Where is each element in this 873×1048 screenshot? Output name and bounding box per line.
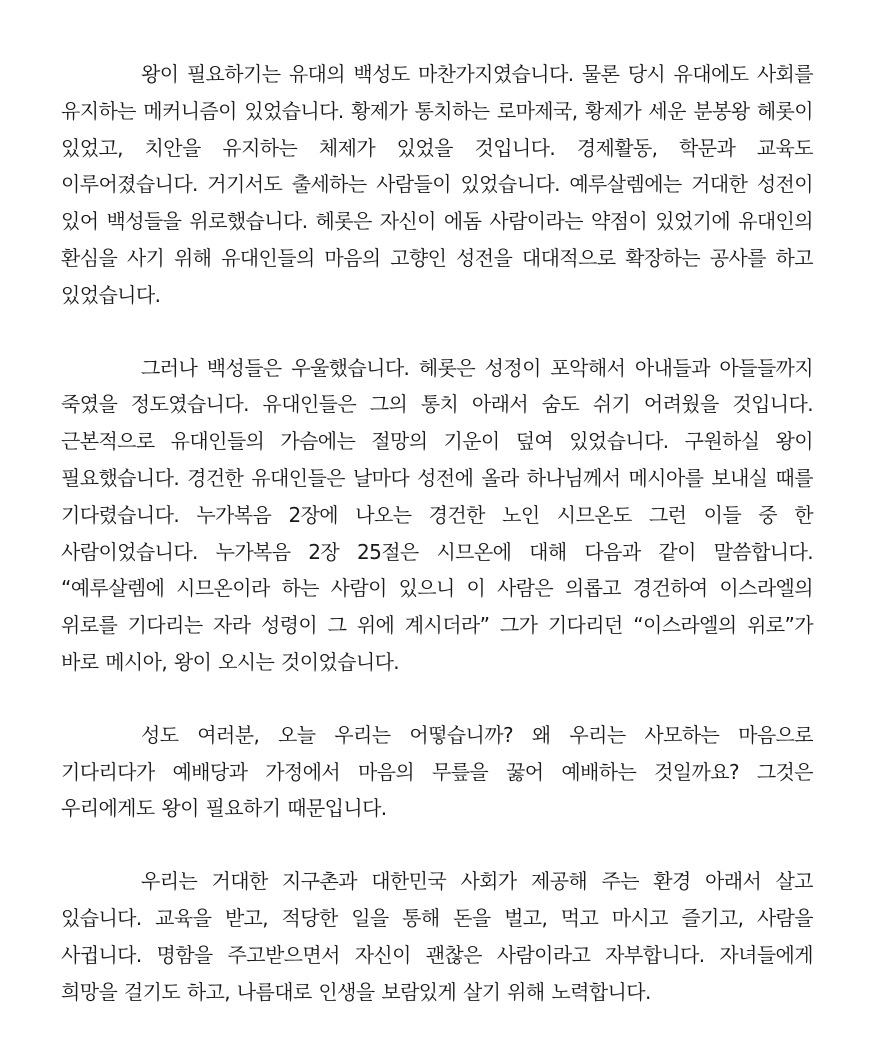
paragraph-4: 우리는 거대한 지구촌과 대한민국 사회가 제공해 주는 환경 아래서 살고 있습니다. 교육을 받고, 적당한 일을 통해 돈을 벌고, 먹고 마시고 즐기고, 사람을 사귑니다. 명함을 주고받으면서 자신이 괜찮은 사람이라고 자부합니다. 자녀들에게 희망을 걸기도 하고, 나름대로 인생을 보람있게 살기 위해 노력합니다. bbox=[61, 869, 813, 1004]
paragraph-2: 그러나 백성들은 우울했습니다. 헤롯은 성정이 포악해서 아내들과 아들들까지 죽였을 정도였습니다. 유대인들은 그의 통치 아래서 숨도 쉬기 어려웠을 것입니다. 근본적으로 유대인들의 가슴에는 절망의 기운이 덮여 있었습니다. 구원하실 왕이 필요했습니다. 경건한 유대인들은 날마다 성전에 올라 하나님께서 메시아를 보내실 때를 기다렸습니다. 누가복음 2장에 나오는 경건한 노인 시므온도 그런 이들 중 한 사람이었습니다. 누가복음 2장 25절은 시므온에 대해 다음과 같이 말씀합니다. “예루살렘에 시므온이라 하는 사람이 있으니 이 사람은 의롭고 경건하여 이스라엘의 위로를 기다리는 자라 성령이 그 위에 계시더라” 그가 기다리던 “이스라엘의 위로”가 바로 메시아, 왕이 오시는 것이었습니다. bbox=[61, 355, 813, 674]
paragraph-3: 성도 여러분, 오늘 우리는 어떻습니까? 왜 우리는 사모하는 마음으로 기다리다가 예배당과 가정에서 마음의 무릎을 꿇어 예배하는 것일까요? 그것은 우리에게도 왕이 필요하기 때문입니다. bbox=[61, 722, 813, 821]
paragraph-1: 왕이 필요하기는 유대의 백성도 마찬가지였습니다. 물론 당시 유대에도 사회를 유지하는 메커니즘이 있었습니다. 황제가 통치하는 로마제국, 황제가 세운 분봉왕 헤롯이 있었고, 치안을 유지하는 체제가 있었을 것입니다. 경제활동, 학문과 교육도 이루어졌습니다. 거기서도 출세하는 사람들이 있었습니다. 예루살렘에는 거대한 성전이 있어 백성들을 위로했습니다. 헤롯은 자신이 에돔 사람이라는 약점이 있었기에 유대인의 환심을 사기 위해 유대인들의 마음의 고향인 성전을 대대적으로 확장하는 공사를 하고 있었습니다. bbox=[61, 62, 813, 307]
